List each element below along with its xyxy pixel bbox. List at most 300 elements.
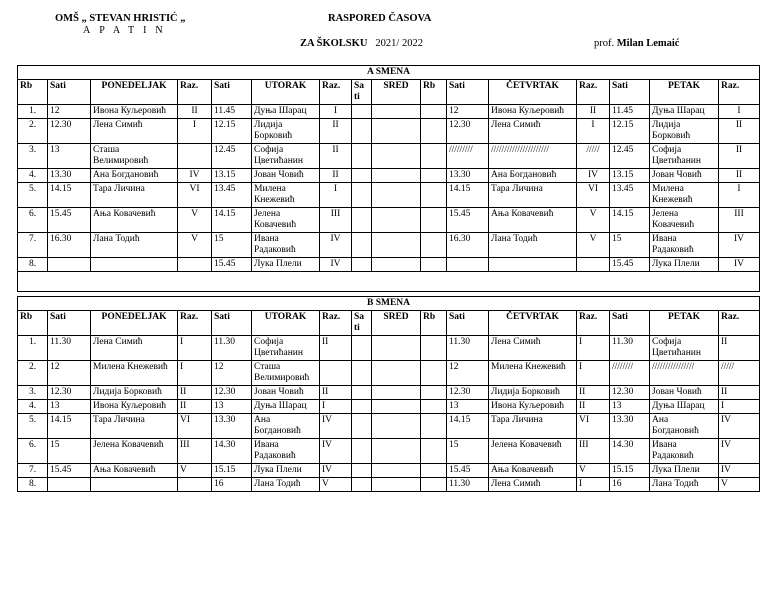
column-header-row bbox=[18, 80, 760, 105]
column-header: Raz. bbox=[178, 311, 212, 336]
table-cell: I bbox=[320, 183, 352, 208]
column-header: Sati bbox=[48, 80, 91, 105]
table-cell: Софија Цветићанин bbox=[650, 336, 719, 361]
table-cell: 13 bbox=[610, 400, 650, 414]
table-cell bbox=[447, 258, 489, 272]
table-cell: V bbox=[577, 233, 610, 258]
column-header: Sa ti bbox=[352, 311, 372, 336]
table-cell bbox=[421, 119, 447, 144]
table-cell: Ивона Куљеровић bbox=[91, 105, 178, 119]
table-cell: Тара Личина bbox=[489, 414, 577, 439]
table-cell: I bbox=[577, 336, 610, 361]
table-cell bbox=[421, 478, 447, 492]
table-cell: III bbox=[577, 439, 610, 464]
table-cell bbox=[352, 361, 372, 386]
table-cell: V bbox=[577, 208, 610, 233]
table-cell: 14.15 bbox=[212, 208, 252, 233]
table-cell: 13.30 bbox=[48, 169, 91, 183]
table-cell bbox=[178, 478, 212, 492]
table-cell: 4. bbox=[18, 400, 48, 414]
table-cell: 15 bbox=[48, 439, 91, 464]
column-header: Raz. bbox=[719, 311, 760, 336]
shift-title-row bbox=[18, 66, 760, 80]
table-cell bbox=[421, 233, 447, 258]
table-cell: IV bbox=[320, 439, 352, 464]
table-cell: Ана Богдановић bbox=[252, 414, 320, 439]
table-cell bbox=[421, 144, 447, 169]
shift-title-row bbox=[18, 297, 760, 311]
school-year-value: 2021/ 2022 bbox=[375, 38, 423, 49]
table-cell: Јелена Ковачевић bbox=[91, 439, 178, 464]
table-cell: Тара Личина bbox=[91, 414, 178, 439]
city-name: APATIN bbox=[83, 25, 172, 36]
table-cell bbox=[372, 233, 421, 258]
shift-a-table bbox=[17, 65, 760, 292]
table-cell: Дуња Шарац bbox=[252, 400, 320, 414]
column-header: Sati bbox=[48, 311, 91, 336]
table-row bbox=[18, 183, 760, 208]
table-cell bbox=[352, 183, 372, 208]
table-cell: II bbox=[577, 105, 610, 119]
column-header: Raz. bbox=[719, 80, 760, 105]
table-cell: V bbox=[719, 478, 760, 492]
table-cell: Ана Богдановић bbox=[650, 414, 719, 439]
table-cell bbox=[352, 336, 372, 361]
table-cell bbox=[91, 258, 178, 272]
table-cell: Сташа Велимировић bbox=[91, 144, 178, 169]
table-cell: IV bbox=[577, 169, 610, 183]
table-cell bbox=[352, 233, 372, 258]
table-cell: Ивана Радаковић bbox=[252, 233, 320, 258]
table-cell: 11.30 bbox=[447, 478, 489, 492]
table-row bbox=[18, 414, 760, 439]
table-cell: 5. bbox=[18, 414, 48, 439]
table-cell: Ања Ковачевић bbox=[489, 208, 577, 233]
table-row bbox=[18, 208, 760, 233]
table-cell bbox=[352, 119, 372, 144]
table-cell: II bbox=[719, 386, 760, 400]
table-cell: III bbox=[719, 208, 760, 233]
table-cell: Ивана Радаковић bbox=[650, 439, 719, 464]
table-cell: IV bbox=[320, 414, 352, 439]
table-cell: 12 bbox=[447, 105, 489, 119]
column-header: SRED bbox=[372, 311, 421, 336]
school-name: OMŠ „ STEVAN HRISTIĆ „ bbox=[55, 13, 186, 24]
table-cell: I bbox=[577, 119, 610, 144]
table-cell: Лука Плели bbox=[650, 464, 719, 478]
table-cell bbox=[178, 258, 212, 272]
table-cell: II bbox=[320, 336, 352, 361]
column-header: Sati bbox=[447, 80, 489, 105]
shift-title: B SMENA bbox=[18, 297, 760, 311]
table-cell: Тара Личина bbox=[91, 183, 178, 208]
table-cell bbox=[352, 169, 372, 183]
table-cell: II bbox=[577, 386, 610, 400]
table-cell: Ана Богдановић bbox=[489, 169, 577, 183]
column-header: Raz. bbox=[320, 311, 352, 336]
table-cell: Лена Симић bbox=[489, 336, 577, 361]
table-cell: II bbox=[320, 386, 352, 400]
table-row bbox=[18, 361, 760, 386]
table-cell: II bbox=[178, 105, 212, 119]
table-cell: 13.30 bbox=[610, 414, 650, 439]
table-cell: 7. bbox=[18, 464, 48, 478]
table-cell bbox=[421, 169, 447, 183]
table-cell bbox=[352, 144, 372, 169]
table-cell: Ивана Радаковић bbox=[252, 439, 320, 464]
table-cell bbox=[372, 144, 421, 169]
table-cell: 11.30 bbox=[48, 336, 91, 361]
separator-cell bbox=[18, 272, 760, 292]
table-cell: 1. bbox=[18, 336, 48, 361]
table-cell: Лана Тодић bbox=[252, 478, 320, 492]
table-cell: 7. bbox=[18, 233, 48, 258]
table-cell: 12.45 bbox=[212, 144, 252, 169]
table-cell bbox=[421, 258, 447, 272]
table-cell bbox=[372, 400, 421, 414]
table-row bbox=[18, 478, 760, 492]
table-cell: 12.45 bbox=[610, 144, 650, 169]
table-cell: 13 bbox=[447, 400, 489, 414]
shift-title: A SMENA bbox=[18, 66, 760, 80]
table-cell bbox=[372, 208, 421, 233]
professor-prefix: prof. bbox=[594, 38, 615, 49]
table-cell bbox=[352, 414, 372, 439]
table-cell: 13.30 bbox=[212, 414, 252, 439]
table-cell: I bbox=[320, 105, 352, 119]
table-cell: ///////// bbox=[447, 144, 489, 169]
table-cell bbox=[489, 258, 577, 272]
table-cell: Ивона Куљеровић bbox=[91, 400, 178, 414]
table-cell: IV bbox=[719, 414, 760, 439]
table-cell: II bbox=[719, 169, 760, 183]
table-cell: IV bbox=[719, 439, 760, 464]
table-cell: 12.15 bbox=[610, 119, 650, 144]
table-cell: ///// bbox=[719, 361, 760, 386]
professor-name: Milan Lemaić bbox=[616, 38, 680, 49]
table-cell: 12 bbox=[447, 361, 489, 386]
table-row bbox=[18, 439, 760, 464]
table-cell: 14.15 bbox=[447, 183, 489, 208]
table-cell: 15 bbox=[212, 233, 252, 258]
table-cell: Дуња Шарац bbox=[650, 105, 719, 119]
table-cell: 11.30 bbox=[447, 336, 489, 361]
table-cell: I bbox=[178, 119, 212, 144]
table-cell: Јелена Ковачевић bbox=[650, 208, 719, 233]
table-cell: 16 bbox=[212, 478, 252, 492]
table-cell: IV bbox=[320, 258, 352, 272]
table-cell: //////////////// bbox=[650, 361, 719, 386]
table-cell: VI bbox=[577, 183, 610, 208]
table-cell: 12.15 bbox=[212, 119, 252, 144]
table-cell: IV bbox=[719, 258, 760, 272]
table-cell: 5. bbox=[18, 183, 48, 208]
table-cell: Софија Цветићанин bbox=[252, 336, 320, 361]
table-cell: II bbox=[320, 119, 352, 144]
table-row bbox=[18, 258, 760, 272]
table-cell: 16.30 bbox=[48, 233, 91, 258]
table-cell: //////// bbox=[610, 361, 650, 386]
column-header: UTORAK bbox=[252, 311, 320, 336]
table-cell bbox=[48, 478, 91, 492]
table-cell: I bbox=[719, 183, 760, 208]
table-cell: Лана Тодић bbox=[91, 233, 178, 258]
table-cell: 14.15 bbox=[48, 183, 91, 208]
table-cell: 8. bbox=[18, 478, 48, 492]
table-cell: V bbox=[320, 478, 352, 492]
table-cell: IV bbox=[320, 233, 352, 258]
table-cell: ///// bbox=[577, 144, 610, 169]
table-cell: II bbox=[320, 144, 352, 169]
column-header: Rb bbox=[421, 80, 447, 105]
table-cell bbox=[352, 208, 372, 233]
column-header: Sati bbox=[610, 311, 650, 336]
table-cell: 13 bbox=[48, 144, 91, 169]
table-cell: VI bbox=[178, 183, 212, 208]
table-cell: IV bbox=[719, 464, 760, 478]
table-cell bbox=[352, 400, 372, 414]
table-cell bbox=[352, 105, 372, 119]
table-cell: V bbox=[178, 464, 212, 478]
table-cell: 13 bbox=[48, 400, 91, 414]
table-cell: Јелена Ковачевић bbox=[489, 439, 577, 464]
table-cell: Лидија Борковић bbox=[650, 119, 719, 144]
table-cell: V bbox=[178, 208, 212, 233]
table-cell: Софија Цветићанин bbox=[252, 144, 320, 169]
school-year bbox=[300, 38, 423, 49]
table-cell: 14.15 bbox=[48, 414, 91, 439]
table-cell: Дуња Шарац bbox=[252, 105, 320, 119]
table-cell: I bbox=[320, 400, 352, 414]
column-header-row bbox=[18, 311, 760, 336]
table-cell: Лука Плели bbox=[650, 258, 719, 272]
column-header: Raz. bbox=[577, 80, 610, 105]
table-row bbox=[18, 233, 760, 258]
shift-b-table bbox=[17, 296, 760, 492]
table-cell bbox=[421, 361, 447, 386]
table-cell bbox=[352, 439, 372, 464]
table-cell: I bbox=[577, 361, 610, 386]
table-cell bbox=[352, 258, 372, 272]
table-cell: 14.15 bbox=[447, 414, 489, 439]
table-cell: Милена Кнежевић bbox=[252, 183, 320, 208]
table-cell bbox=[421, 105, 447, 119]
table-cell: 15.45 bbox=[48, 464, 91, 478]
table-cell: Ања Ковачевић bbox=[91, 464, 178, 478]
table-cell: 12.30 bbox=[212, 386, 252, 400]
table-cell: 13.15 bbox=[610, 169, 650, 183]
table-cell: Лука Плели bbox=[252, 258, 320, 272]
table-row bbox=[18, 464, 760, 478]
table-cell: Милена Кнежевић bbox=[650, 183, 719, 208]
table-cell bbox=[421, 183, 447, 208]
table-cell: Лидија Борковић bbox=[252, 119, 320, 144]
table-cell: 15.45 bbox=[48, 208, 91, 233]
table-cell: Јелена Ковачевић bbox=[252, 208, 320, 233]
table-cell: IV bbox=[178, 169, 212, 183]
table-cell: VI bbox=[577, 414, 610, 439]
table-cell: Ивана Радаковић bbox=[650, 233, 719, 258]
table-cell: Софија Цветићанин bbox=[650, 144, 719, 169]
table-cell: 14.15 bbox=[610, 208, 650, 233]
table-cell: 2. bbox=[18, 361, 48, 386]
table-row bbox=[18, 144, 760, 169]
table-cell: Лена Симић bbox=[91, 119, 178, 144]
professor bbox=[594, 38, 679, 49]
column-header: PETAK bbox=[650, 80, 719, 105]
table-cell: 4. bbox=[18, 169, 48, 183]
table-cell: Лена Симић bbox=[91, 336, 178, 361]
table-row bbox=[18, 105, 760, 119]
table-cell bbox=[372, 169, 421, 183]
table-cell: Ивона Куљеровић bbox=[489, 105, 577, 119]
table-cell: Сташа Велимировић bbox=[252, 361, 320, 386]
table-cell: 15 bbox=[447, 439, 489, 464]
table-cell: 11.45 bbox=[212, 105, 252, 119]
column-header: Raz. bbox=[320, 80, 352, 105]
table-cell: 15.45 bbox=[447, 208, 489, 233]
table-cell: 15.45 bbox=[212, 258, 252, 272]
table-cell: Тара Личина bbox=[489, 183, 577, 208]
table-cell: Јован Човић bbox=[650, 386, 719, 400]
table-cell: I bbox=[178, 336, 212, 361]
table-cell: I bbox=[719, 105, 760, 119]
table-cell: 11.30 bbox=[610, 336, 650, 361]
table-cell: 14.30 bbox=[610, 439, 650, 464]
table-cell: 8. bbox=[18, 258, 48, 272]
table-cell bbox=[372, 414, 421, 439]
table-row bbox=[18, 169, 760, 183]
table-cell bbox=[91, 478, 178, 492]
table-cell: 13.30 bbox=[447, 169, 489, 183]
table-cell bbox=[421, 414, 447, 439]
table-cell: I bbox=[178, 361, 212, 386]
table-cell bbox=[48, 258, 91, 272]
column-header: PONEDELJAK bbox=[91, 311, 178, 336]
table-cell bbox=[577, 258, 610, 272]
table-cell: 13.15 bbox=[212, 169, 252, 183]
table-cell bbox=[372, 258, 421, 272]
table-cell bbox=[421, 386, 447, 400]
table-row bbox=[18, 386, 760, 400]
column-header: Rb bbox=[421, 311, 447, 336]
table-cell: II bbox=[719, 336, 760, 361]
table-cell: 3. bbox=[18, 144, 48, 169]
table-cell: Милена Кнежевић bbox=[91, 361, 178, 386]
table-cell: 16 bbox=[610, 478, 650, 492]
table-cell: Лана Тодић bbox=[489, 233, 577, 258]
table-cell: Лука Плели bbox=[252, 464, 320, 478]
table-cell: 13.45 bbox=[212, 183, 252, 208]
table-cell: VI bbox=[178, 414, 212, 439]
table-cell: V bbox=[577, 464, 610, 478]
table-cell: Јован Човић bbox=[252, 169, 320, 183]
table-cell: 11.45 bbox=[610, 105, 650, 119]
table-cell bbox=[372, 361, 421, 386]
table-cell: 12.30 bbox=[48, 386, 91, 400]
table-cell: 1. bbox=[18, 105, 48, 119]
table-cell: ////////////////////// bbox=[489, 144, 577, 169]
table-cell: Лана Тодић bbox=[650, 478, 719, 492]
school-year-label: ZA ŠKOLSKU bbox=[300, 38, 368, 49]
table-cell: 16.30 bbox=[447, 233, 489, 258]
column-header: ČETVRTAK bbox=[489, 311, 577, 336]
table-cell bbox=[421, 336, 447, 361]
table-cell bbox=[352, 478, 372, 492]
table-cell: II bbox=[719, 119, 760, 144]
column-header: Rb bbox=[18, 80, 48, 105]
table-cell: IV bbox=[320, 464, 352, 478]
table-cell: II bbox=[320, 169, 352, 183]
column-header: Rb bbox=[18, 311, 48, 336]
table-cell bbox=[320, 361, 352, 386]
table-cell bbox=[372, 439, 421, 464]
table-cell bbox=[421, 439, 447, 464]
table-cell: 6. bbox=[18, 208, 48, 233]
table-cell: 12 bbox=[212, 361, 252, 386]
table-cell bbox=[372, 478, 421, 492]
table-cell bbox=[421, 464, 447, 478]
table-cell: 15.45 bbox=[610, 258, 650, 272]
page-title: RASPORED ČASOVA bbox=[328, 13, 432, 24]
column-header: Raz. bbox=[577, 311, 610, 336]
table-cell: 12.30 bbox=[48, 119, 91, 144]
column-header: Sati bbox=[610, 80, 650, 105]
table-cell: 11.30 bbox=[212, 336, 252, 361]
table-cell bbox=[372, 464, 421, 478]
table-cell bbox=[372, 183, 421, 208]
table-cell: II bbox=[178, 386, 212, 400]
table-cell: 2. bbox=[18, 119, 48, 144]
table-cell: 14.30 bbox=[212, 439, 252, 464]
table-cell: Лидија Борковић bbox=[91, 386, 178, 400]
column-header: PETAK bbox=[650, 311, 719, 336]
table-cell: Лена Симић bbox=[489, 478, 577, 492]
table-cell: Ана Богдановић bbox=[91, 169, 178, 183]
table-cell bbox=[352, 464, 372, 478]
table-cell: III bbox=[320, 208, 352, 233]
table-cell: 12.30 bbox=[447, 386, 489, 400]
table-cell: IV bbox=[719, 233, 760, 258]
table-cell: II bbox=[178, 400, 212, 414]
table-cell: 13.45 bbox=[610, 183, 650, 208]
table-cell: I bbox=[719, 400, 760, 414]
table-cell: Јован Човић bbox=[650, 169, 719, 183]
table-cell: II bbox=[577, 400, 610, 414]
table-cell: 15.45 bbox=[447, 464, 489, 478]
table-cell: I bbox=[577, 478, 610, 492]
column-header: UTORAK bbox=[252, 80, 320, 105]
table-cell: 12.30 bbox=[447, 119, 489, 144]
table-cell: 12 bbox=[48, 105, 91, 119]
table-cell: II bbox=[719, 144, 760, 169]
table-row bbox=[18, 400, 760, 414]
table-cell bbox=[421, 400, 447, 414]
table-cell: V bbox=[178, 233, 212, 258]
table-cell: Јован Човић bbox=[252, 386, 320, 400]
table-cell: Ања Ковачевић bbox=[489, 464, 577, 478]
table-cell: 15 bbox=[610, 233, 650, 258]
table-cell: 12 bbox=[48, 361, 91, 386]
table-cell: Милена Кнежевић bbox=[489, 361, 577, 386]
table-cell: III bbox=[178, 439, 212, 464]
column-header: ČETVRTAK bbox=[489, 80, 577, 105]
table-row bbox=[18, 336, 760, 361]
table-cell bbox=[372, 105, 421, 119]
table-cell: Ивона Куљеровић bbox=[489, 400, 577, 414]
column-header: Sati bbox=[212, 80, 252, 105]
table-cell: 3. bbox=[18, 386, 48, 400]
